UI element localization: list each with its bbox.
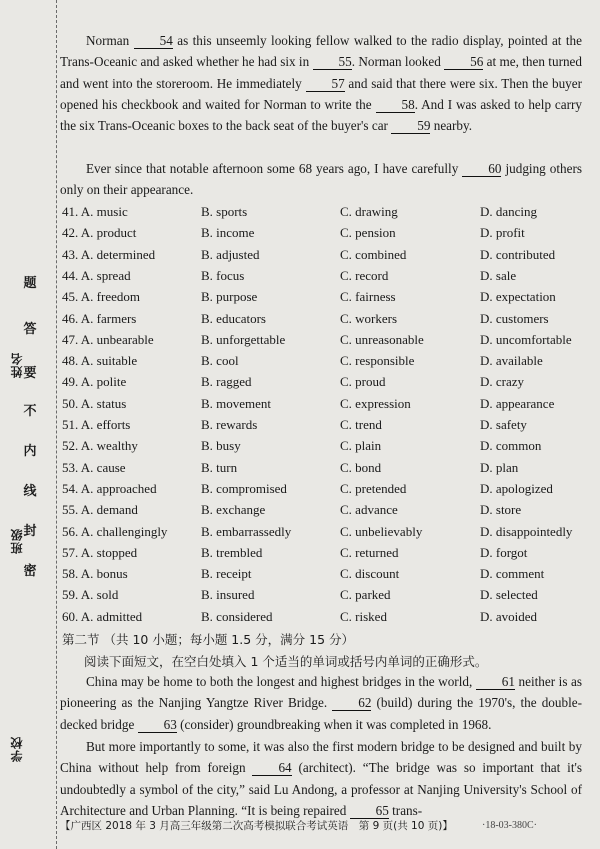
passage-text: judging others only on their appearance. bbox=[60, 161, 582, 198]
answer-blank[interactable]: 58 bbox=[376, 98, 415, 113]
option-d: D. expectation bbox=[480, 289, 556, 305]
option-row bbox=[60, 225, 588, 246]
answer-blank[interactable]: 64 bbox=[252, 761, 291, 776]
option-d: D. forgot bbox=[480, 544, 528, 560]
option-row bbox=[60, 417, 588, 438]
passage-text: . Norman looked bbox=[351, 54, 445, 70]
option-b: B. embarrassedly bbox=[201, 523, 292, 539]
option-c: C. proud bbox=[340, 374, 386, 390]
option-b: B. educators bbox=[201, 310, 266, 326]
option-c: C. pension bbox=[340, 225, 396, 241]
option-d: D. plan bbox=[480, 459, 519, 475]
answer-blank[interactable]: 56 bbox=[444, 55, 483, 70]
passage-text: neither is as pioneering as the Nanjing Yangtze River Bridge. bbox=[60, 674, 582, 711]
option-d: D. common bbox=[480, 438, 542, 454]
passage-text: nearby. bbox=[430, 118, 473, 134]
page-footer: 【广西区 2018 年 3 月高三年级第二次高考模拟联合考试英语 第 9 页(共 10 页)】 bbox=[60, 820, 453, 832]
answer-blank[interactable]: 63 bbox=[138, 718, 177, 733]
passage-text: Norman bbox=[86, 33, 134, 48]
option-c: C. record bbox=[340, 267, 389, 283]
passage-text: Ever since that notable afternoon some 68 years ago, I have carefully bbox=[86, 161, 463, 176]
option-b: B. receipt bbox=[201, 566, 252, 582]
option-b: B. insured bbox=[201, 587, 255, 603]
passage-text: (architect). “The bridge was so important that it's undoubtedly a symbol of the city,” said Lu Andong, a professor at Nanjing University's School of Architecture and Urban Planning. “It is being repaired bbox=[60, 760, 583, 818]
seal-char: 线 bbox=[23, 483, 37, 498]
option-b: B. unforgettable bbox=[201, 331, 286, 347]
seal-char: 不 bbox=[23, 403, 37, 418]
answer-blank[interactable]: 62 bbox=[332, 696, 371, 711]
option-c: C. pretended bbox=[340, 480, 407, 496]
answer-blank[interactable]: 57 bbox=[306, 77, 345, 92]
option-row bbox=[60, 524, 588, 545]
section-2-title: 第二节 （共 10 小题；每小题 1.5 分，满分 15 分） bbox=[62, 632, 355, 647]
option-b: B. income bbox=[201, 225, 255, 241]
grammar-paragraph-1 bbox=[60, 671, 582, 735]
option-c: C. discount bbox=[340, 566, 400, 582]
option-row bbox=[60, 311, 588, 332]
answer-blank[interactable]: 61 bbox=[476, 675, 515, 690]
option-a: 56. A. challengingly bbox=[62, 523, 168, 539]
option-row bbox=[60, 289, 588, 310]
option-a: 41. A. music bbox=[62, 204, 128, 219]
option-a: 58. A. bonus bbox=[62, 566, 128, 582]
option-c: C. returned bbox=[340, 544, 399, 560]
option-b: B. sports bbox=[201, 204, 248, 219]
option-c: C. fairness bbox=[340, 289, 396, 305]
option-c: C. combined bbox=[340, 246, 407, 262]
binding-margin bbox=[0, 0, 48, 849]
option-d: D. contributed bbox=[480, 246, 556, 262]
seal-char: 要 bbox=[23, 365, 37, 380]
option-b: B. ragged bbox=[201, 374, 252, 390]
option-a: 42. A. product bbox=[62, 225, 137, 241]
option-a: 48. A. suitable bbox=[62, 353, 138, 369]
passage-text: at me, then turned and went into the storeroom. He immediately bbox=[60, 54, 582, 91]
option-d: D. comment bbox=[480, 566, 545, 582]
option-d: D. customers bbox=[480, 310, 549, 326]
option-row bbox=[60, 332, 588, 353]
option-row bbox=[60, 502, 588, 523]
option-row bbox=[60, 353, 588, 374]
seal-char: 密 bbox=[23, 563, 37, 578]
option-row bbox=[60, 396, 588, 417]
option-d: D. profit bbox=[480, 225, 525, 241]
option-d: D. uncomfortable bbox=[480, 331, 572, 347]
option-b: B. movement bbox=[201, 395, 272, 411]
section-2-instruction: 阅读下面短文，在空白处填入 1 个适当的单词或括号内单词的正确形式。 bbox=[84, 654, 488, 669]
option-d: D. avoided bbox=[480, 608, 538, 624]
passage-text: . And I was asked to help carry the six Trans-Oceanic boxes to the back seat of the buyer's car bbox=[60, 96, 582, 134]
grammar-paragraph-2 bbox=[60, 736, 582, 821]
option-c: C. unbelievably bbox=[340, 523, 423, 539]
passage-text: (build) during the 1970's, the double-decked bridge bbox=[60, 695, 583, 732]
option-c: C. trend bbox=[340, 417, 382, 432]
option-a: 43. A. determined bbox=[62, 246, 156, 262]
option-row bbox=[60, 481, 588, 502]
passage-paragraph-2 bbox=[60, 158, 582, 201]
seal-char: 内 bbox=[23, 443, 37, 458]
option-b: B. adjusted bbox=[201, 246, 260, 262]
option-b: B. rewards bbox=[201, 417, 258, 432]
passage-text: China may be home to both the longest and highest bridges in the world, bbox=[86, 674, 476, 689]
option-row bbox=[60, 566, 588, 587]
passage-text: (consider) groundbreaking when it was completed in 1968. bbox=[176, 716, 492, 732]
option-d: D. apologized bbox=[480, 480, 553, 496]
seal-char: 答 bbox=[23, 321, 37, 336]
seal-char: 题 bbox=[23, 275, 37, 290]
option-row bbox=[60, 609, 588, 630]
option-row bbox=[60, 247, 588, 268]
passage-text: as this unseemly looking fellow walked to the radio display, pointed at the Trans-Oceanic and asked whether he had six in bbox=[60, 33, 582, 70]
option-c: C. risked bbox=[340, 608, 387, 624]
option-row bbox=[60, 460, 588, 481]
option-b: B. focus bbox=[201, 267, 245, 283]
option-d: D. sale bbox=[480, 267, 517, 283]
seal-char: 封 bbox=[23, 523, 37, 538]
option-a: 50. A. status bbox=[62, 395, 127, 411]
footer-code: ·18-03-380C· bbox=[482, 820, 537, 831]
option-c: C. parked bbox=[340, 587, 391, 603]
option-c: C. unreasonable bbox=[340, 331, 424, 347]
option-a: 44. A. spread bbox=[62, 267, 131, 283]
option-b: B. trembled bbox=[201, 544, 263, 560]
answer-blank[interactable]: 59 bbox=[391, 119, 430, 134]
option-row bbox=[60, 438, 588, 459]
option-a: 59. A. sold bbox=[62, 587, 119, 603]
option-d: D. selected bbox=[480, 587, 538, 603]
option-d: D. crazy bbox=[480, 374, 525, 390]
option-row bbox=[60, 587, 588, 608]
option-row bbox=[60, 204, 588, 225]
option-c: C. advance bbox=[340, 502, 398, 518]
class-label: 班级 bbox=[10, 528, 24, 554]
option-d: D. available bbox=[480, 353, 543, 369]
passage-text: But more importantly to some, it was also the first modern bridge to be designed and built by China without help from foreign bbox=[60, 739, 582, 776]
option-b: B. busy bbox=[201, 438, 241, 454]
option-b: B. turn bbox=[201, 459, 238, 475]
option-c: C. plain bbox=[340, 438, 382, 454]
answer-blank[interactable]: 55 bbox=[313, 55, 352, 70]
option-a: 47. A. unbearable bbox=[62, 331, 154, 347]
option-d: D. appearance bbox=[480, 395, 555, 411]
option-c: C. bond bbox=[340, 459, 382, 475]
passage-text: and said that there were six. Then the buyer opened his checkbook and waited for Norman to write the bbox=[60, 75, 582, 112]
option-c: C. workers bbox=[340, 310, 398, 326]
option-a: 54. A. approached bbox=[62, 480, 157, 496]
option-row bbox=[60, 545, 588, 566]
option-row bbox=[60, 374, 588, 395]
passage-paragraph-1 bbox=[60, 30, 582, 136]
option-a: 51. A. efforts bbox=[62, 417, 131, 432]
option-b: B. purpose bbox=[201, 289, 258, 305]
option-b: B. compromised bbox=[201, 480, 287, 496]
option-b: B. considered bbox=[201, 608, 273, 624]
option-d: D. disappointedly bbox=[480, 523, 573, 539]
option-b: B. cool bbox=[201, 353, 239, 369]
option-a: 57. A. stopped bbox=[62, 544, 138, 560]
option-d: D. store bbox=[480, 502, 522, 518]
option-d: D. safety bbox=[480, 417, 527, 432]
passage-text: trans- bbox=[388, 802, 423, 818]
option-a: 46. A. farmers bbox=[62, 310, 137, 326]
school-label: 学校 bbox=[10, 736, 24, 762]
name-label: 姓名 bbox=[10, 352, 24, 378]
option-b: B. exchange bbox=[201, 502, 266, 518]
answer-blank[interactable]: 54 bbox=[134, 34, 173, 49]
answer-blank[interactable]: 60 bbox=[462, 162, 501, 177]
option-a: 52. A. wealthy bbox=[62, 438, 138, 454]
option-a: 55. A. demand bbox=[62, 502, 138, 518]
option-a: 53. A. cause bbox=[62, 459, 126, 475]
option-c: C. expression bbox=[340, 395, 411, 411]
option-row bbox=[60, 268, 588, 289]
binding-dashed-line bbox=[56, 0, 57, 849]
option-c: C. drawing bbox=[340, 204, 398, 219]
answer-blank[interactable]: 65 bbox=[350, 804, 389, 819]
option-a: 60. A. admitted bbox=[62, 608, 143, 624]
option-a: 49. A. polite bbox=[62, 374, 127, 390]
option-d: D. dancing bbox=[480, 204, 538, 219]
option-c: C. responsible bbox=[340, 353, 415, 369]
option-a: 45. A. freedom bbox=[62, 289, 140, 305]
